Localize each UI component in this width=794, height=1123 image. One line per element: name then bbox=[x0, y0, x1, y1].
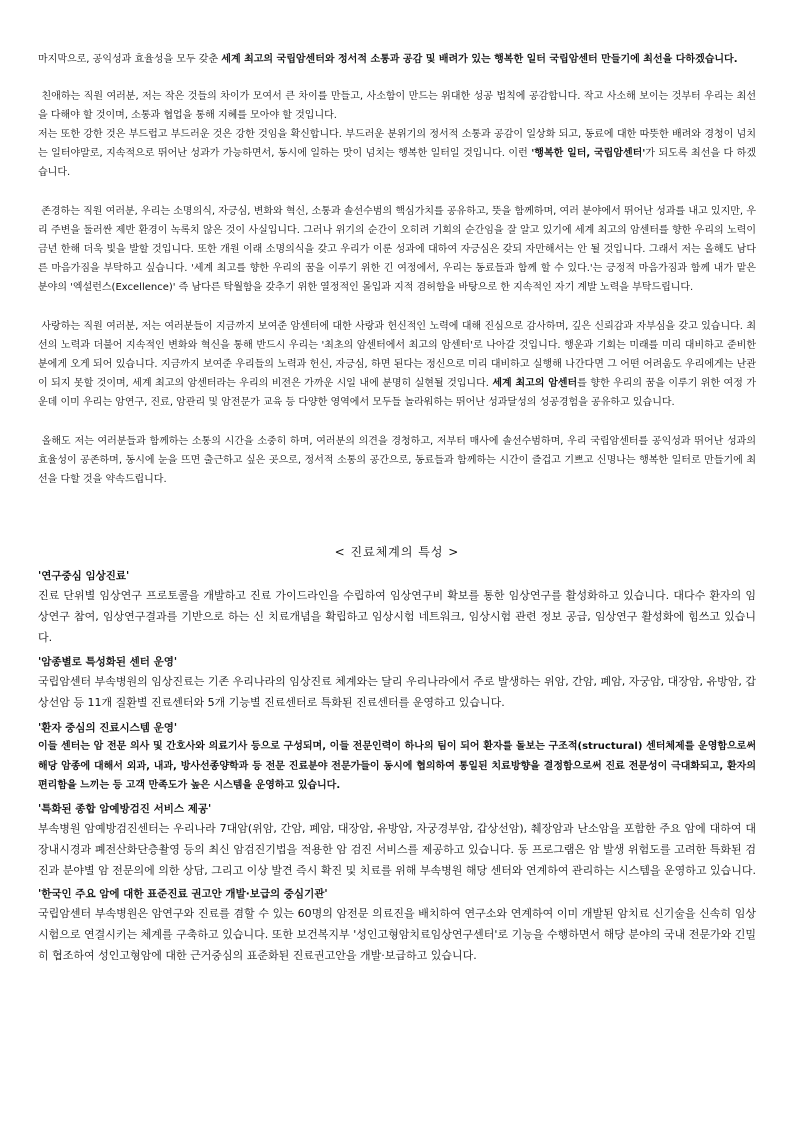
item-heading: '환자 중심의 진료시스템 운영' bbox=[38, 722, 178, 734]
item-body: 진료 단위별 임상연구 프로토콜을 개발하고 진료 가이드라인을 수립하여 임상연구비 확보를 통한 임상연구를 활성화하고 있습니다. 대다수 환자의 임상연구 참여, 임상연구결과를 기반으로 하는 신 치료개념을 확립하고 임상시험 네트워크, 임상시험 관련 정보 공급, 임상연구 활성화에 힘쓰고 있습니다. bbox=[38, 589, 756, 644]
paragraph-text: 마지막으로, 공익성과 효율성을 모두 갖춘 bbox=[38, 54, 222, 65]
paragraph-text: 를 향한 우리의 꿈을 이루기 위한 여정 가운데 이미 우리는 암연구, 진료, 암관리 및 암전문가 교육 등 다양한 영역에서 모두들 놀라워하는 뛰어난 성과달성의 성공경험을 공유하고 있습니다. bbox=[38, 378, 756, 408]
section-title: < 진료체계의 특성 > bbox=[334, 545, 460, 559]
paragraph-text: 사랑하는 직원 여러분, 저는 여러분들이 지금까지 보여준 암센터에 대한 사랑과 헌신적인 노력에 대해 진심으로 감사하며, 깊은 신뢰감과 자부심을 갖고 있습니다. 최선의 노력과 더불어 지속적인 변화와 혁신을 통해 반드시 우리는 '최초의 암센터에서 최고의 암센터'로 나아갈 것입니다. 행운과 기회는 미래를 미리 대비하고 준비한 분에게 오게 되어 있습니다. 지금까지 보여준 우리들의 노력과 헌신, 자긍심, 하면 된다는 정신으로 미리 대비하고 실행해 나간다면 그 어떤 어려움도 우리에게는 난관이 되지 못할 것이며, 세계 최고의 암센터라는 우리의 비전은 가까운 시일 내에 분명히 실현될 것입니다. bbox=[38, 321, 757, 389]
paragraph-text: 올해도 저는 여러분들과 함께하는 소통의 시간을 소중히 하며, 여러분의 의견을 경청하고, 저부터 매사에 솔선수범하며, 우리 국립암센터를 공익성과 뛰어난 성과의 효율성이 공존하며, 동시에 눈을 뜨면 출근하고 싶은 곳으로, 정서적 소통의 공간으로, 동료들과 함께하는 시간이 즐겁고 기쁘고 신명나는 행복한 일터로 만들기에 최선을 다할 것을 약속드립니다. bbox=[38, 436, 756, 485]
paragraph-beloved-staff bbox=[38, 317, 756, 412]
document-page bbox=[38, 50, 756, 966]
paragraph-text: 가 되도록 최선을 다 하겠습니다. bbox=[38, 148, 756, 178]
emphasis-text: 세계 최고의 국립암센터와 정서적 소통과 공감 및 배려가 있는 행복한 일터 국립암센터 만들기에 최선을 다하겠습니다. bbox=[221, 54, 738, 65]
paragraph-soft-strength bbox=[38, 125, 756, 182]
item-heading: '암종별로 특성화된 센터 운영' bbox=[38, 656, 178, 668]
emphasis-text: 세계 최고의 암센터 bbox=[492, 378, 578, 389]
paragraph-colleagues bbox=[38, 87, 756, 125]
paragraph-respected-staff bbox=[38, 202, 756, 297]
paragraph-promise bbox=[38, 432, 756, 489]
closing-paragraph bbox=[38, 50, 756, 69]
item-body: 이들 센터는 암 전문 의사 및 간호사와 의료기사 등으로 구성되며, 이들 전문인력이 하나의 팀이 되어 환자를 돌보는 구조적(structural) 센터체제를 운영함으로써 해당 암종에 대해서 외과, 내과, 방사선종양학과 등 전문 진료분야 전문가들이 동시에 협의하여 통일된 치료방향을 결정함으로써 진료 전문성이 극대화되고, 환자의 편리함을 느끼는 등 고객 만족도가 높은 시스템을 운영하고 있습니다. bbox=[38, 741, 756, 791]
item-body: 국립암센터 부속병원은 암연구와 진료를 겸할 수 있는 60명의 암전문 의료진을 배치하여 연구소와 연계하여 이미 개발된 암치료 신기술을 신속히 임상시험으로 연결시키는 체계를 구축하고 있습니다. 또한 보건복지부 '성인고형암치료임상연구센터'로 기능을 수행하면서 해당 분야의 국내 전문가와 긴밀히 협조하여 성인고형암에 대한 근거중심의 표준화된 진료권고안을 개발·보급하고 있습니다. bbox=[38, 906, 756, 962]
item-body: 국립암센터 부속병원의 임상진료는 기존 우리나라의 임상진료 체계와는 달리 우리나라에서 주로 발생하는 위암, 간암, 폐암, 자궁암, 대장암, 유방암, 갑상선암 등 11개 질환별 진료센터와 5개 기능별 진료센터로 특화된 진료센터를 운영하고 있습니다. bbox=[38, 675, 756, 709]
item-heading: '연구중심 임상진료' bbox=[38, 570, 130, 582]
item-heading: '특화된 종합 암예방검진 서비스 제공' bbox=[38, 802, 212, 815]
item-body: 부속병원 암예방검진센터는 우리나라 7대암(위암, 간암, 폐암, 대장암, 유방암, 자궁경부암, 갑상선암), 췌장암과 난소암을 포함한 주요 암에 대하여 대장내시경과 폐전산화단층촬영 등의 최신 암검진기법을 적용한 암 검진 서비스를 제공하고 있습니다. 동 프로그램은 암 발생 위험도를 고려한 특화된 검진과 분야별 암 전문의에 의한 상담, 그리고 이상 발견 즉시 확진 및 치료를 위해 부속병원 해당 센터와 연계하여 관리하는 시스템을 운영하고 있습니다. bbox=[38, 821, 756, 877]
paragraph-text: 존경하는 직원 여러분, 우리는 소명의식, 자긍심, 변화와 혁신, 소통과 솔선수범의 핵심가치를 공유하고, 뜻을 함께하며, 여러 분야에서 뛰어난 성과를 내고 있지만, 우리 주변을 둘러싼 제반 환경이 녹록치 않은 것이 사실입니다. 그러나 위기의 순간이 오히려 기회의 순간임을 잘 알고 있기에 세계 최고의 암센터를 향한 우리의 노력이 금년 한해 더욱 빛을 발할 것입니다. 또한 개원 이래 소명의식을 갖고 우리가 이룬 성과에 대하여 자긍심은 갖되 자만해서는 안 될 것입니다. 그래서 저는 올해도 남다른 마음가짐을 부탁하고 싶습니다. '세계 최고를 향한 우리의 꿈을 이루기 위한 긴 여정에서, 우리는 동료들과 함께 할 수 있다.'는 긍정적 마음가짐과 함께 내가 맡은 분야의 '엑설런스(Excellence)' 즉 남다른 탁월함을 갖추기 위한 열정적인 몰입과 지적 겸허함을 바탕으로 한 지속적인 자기 계발 노력을 부탁드립니다. bbox=[38, 206, 756, 293]
paragraph-text: 저는 또한 강한 것은 부드럽고 부드러운 것은 강한 것임을 확신합니다. 부드러운 분위기의 정서적 소통과 공감이 일상화 되고, 동료에 대한 따뜻한 배려와 경청이 넘치는 일터야말로, 지속적으로 뛰어난 성과가 가능하면서, 동시에 일하는 맛이 넘치는 행복한 일터일 것입니다. 이런 bbox=[38, 129, 756, 159]
paragraph-text: 친애하는 직원 여러분, 저는 작은 것들의 차이가 모여서 큰 차이를 만들고, 사소함이 만드는 위대한 성공 법칙에 공감합니다. 작고 사소해 보이는 것부터 우리는 최선을 다해야 할 것이며, 소통과 협업을 통해 지혜를 모아야 할 것입니다. bbox=[38, 91, 756, 121]
emphasis-text: '행복한 일터, 국립암센터' bbox=[531, 148, 646, 159]
item-heading: '한국인 주요 암에 대한 표준진료 권고안 개발·보급의 중심기관' bbox=[38, 887, 328, 900]
